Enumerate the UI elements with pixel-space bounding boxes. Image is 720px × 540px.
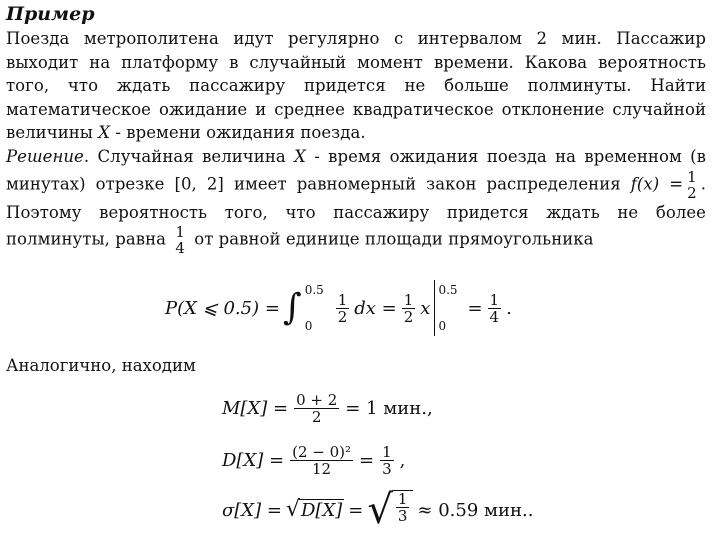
integrand-fraction [336,292,350,325]
sd-equals: = [348,499,364,521]
mean-rhs: = 1 мин., [345,398,433,419]
prob-period: . [506,297,512,319]
antiderivative-numerator: 1 [403,290,414,309]
solution-lead: Решение. [6,147,90,166]
evaluation-bar [434,280,435,336]
problem-tail: - времени ожидания поезда. [115,123,366,142]
analog-text: Аналогично, находим [6,356,196,375]
variance-result-fraction [380,444,394,477]
variance-denominator: 12 [290,460,353,477]
pdf-numerator: 1 [687,167,697,186]
sqrt-sign-icon: √ [367,487,393,533]
sd-result-denominator: 3 [397,507,408,525]
solution-text-2: - время ожидания поезда на временном (в минутах) отрезке [6,147,706,193]
variance-result-numerator: 1 [382,443,392,461]
result-fraction [488,292,502,325]
mean-lhs: M[X] = [222,398,289,419]
mean-numerator: 0 + 2 [296,391,338,409]
solution-text-5: от равной единице площади прямоугольника [194,229,594,249]
solution-text-1: Случайная величина [97,147,286,166]
sd-sqrt [286,499,344,521]
pdf-fraction [685,169,699,201]
solution-interval: [0, 2] [174,174,224,193]
mean-fraction [294,392,339,425]
problem-text: Поезда метрополитена идут регулярно с интервалом 2 мин. Пассажир выходит на платформу в случайный момент времени. Какова вероятность того, что ждать пассажиру придется не больше полминуты. Найти математическое ожидание и среднее квадратическое отклонение случайной величины [6,29,706,142]
sd-equation [222,487,534,533]
integrand-numerator: 1 [337,290,348,309]
sd-sqrt-fraction [367,487,413,533]
variance-result-denominator: 3 [382,460,392,478]
evaluation-limits [438,283,464,333]
integral-sign: ∫ [282,287,302,328]
probability-equation [165,280,512,336]
integral-upper: 0.5 [304,283,324,297]
quarter-numerator: 1 [175,223,185,241]
evaluation-lower: 0 [438,319,447,333]
sd-result-fraction [396,491,410,524]
mean-equation [222,392,433,425]
antiderivative-denominator: 2 [403,307,414,326]
variance-equals: = [359,450,375,471]
solution-paragraph [6,145,706,256]
integral-limits [305,283,331,333]
sd-sqrt-body: D[X] [300,500,343,521]
integrand-denominator: 2 [337,307,348,326]
problem-variable: X [98,123,111,142]
sqrt-sign-icon: √ [285,497,300,522]
prob-dx: dx = [354,297,397,319]
pdf-denominator: 2 [687,183,697,202]
quarter-fraction [173,224,187,256]
evaluation-upper: 0.5 [438,283,458,297]
sd-lhs: σ[X] = [222,499,282,521]
prob-equals: = [467,297,483,319]
heading-example: Пример [6,3,95,25]
pdf-formula: f(x) = [630,174,684,193]
antiderivative-fraction [402,292,416,325]
mean-denominator: 2 [294,408,339,425]
quarter-denominator: 4 [175,239,185,257]
variance-lhs: D[X] = [222,450,285,471]
sd-result-numerator: 1 [397,490,408,508]
variance-fraction [290,444,353,477]
variance-numerator: (2 − 0)² [292,443,352,461]
solution-text-4: . Поэтому вероятность того, что пассажиру придется ждать не более полминуты, равна [6,174,707,249]
antiderivative-x: x [420,297,431,319]
problem-paragraph [6,27,706,145]
solution-text-3: имеет равномерный закон распределения [233,174,621,193]
sd-rhs: ≈ 0.59 мин.. [417,499,534,521]
variance-equation [222,444,405,477]
solution-variable: X [294,147,306,166]
result-numerator: 1 [489,290,500,309]
sd-sqrt-fraction-body [392,490,414,530]
prob-lhs: P(X ⩽ 0.5) = [165,297,280,319]
variance-comma: , [399,450,406,471]
result-denominator: 4 [489,307,500,326]
integral-lower: 0 [304,319,313,333]
